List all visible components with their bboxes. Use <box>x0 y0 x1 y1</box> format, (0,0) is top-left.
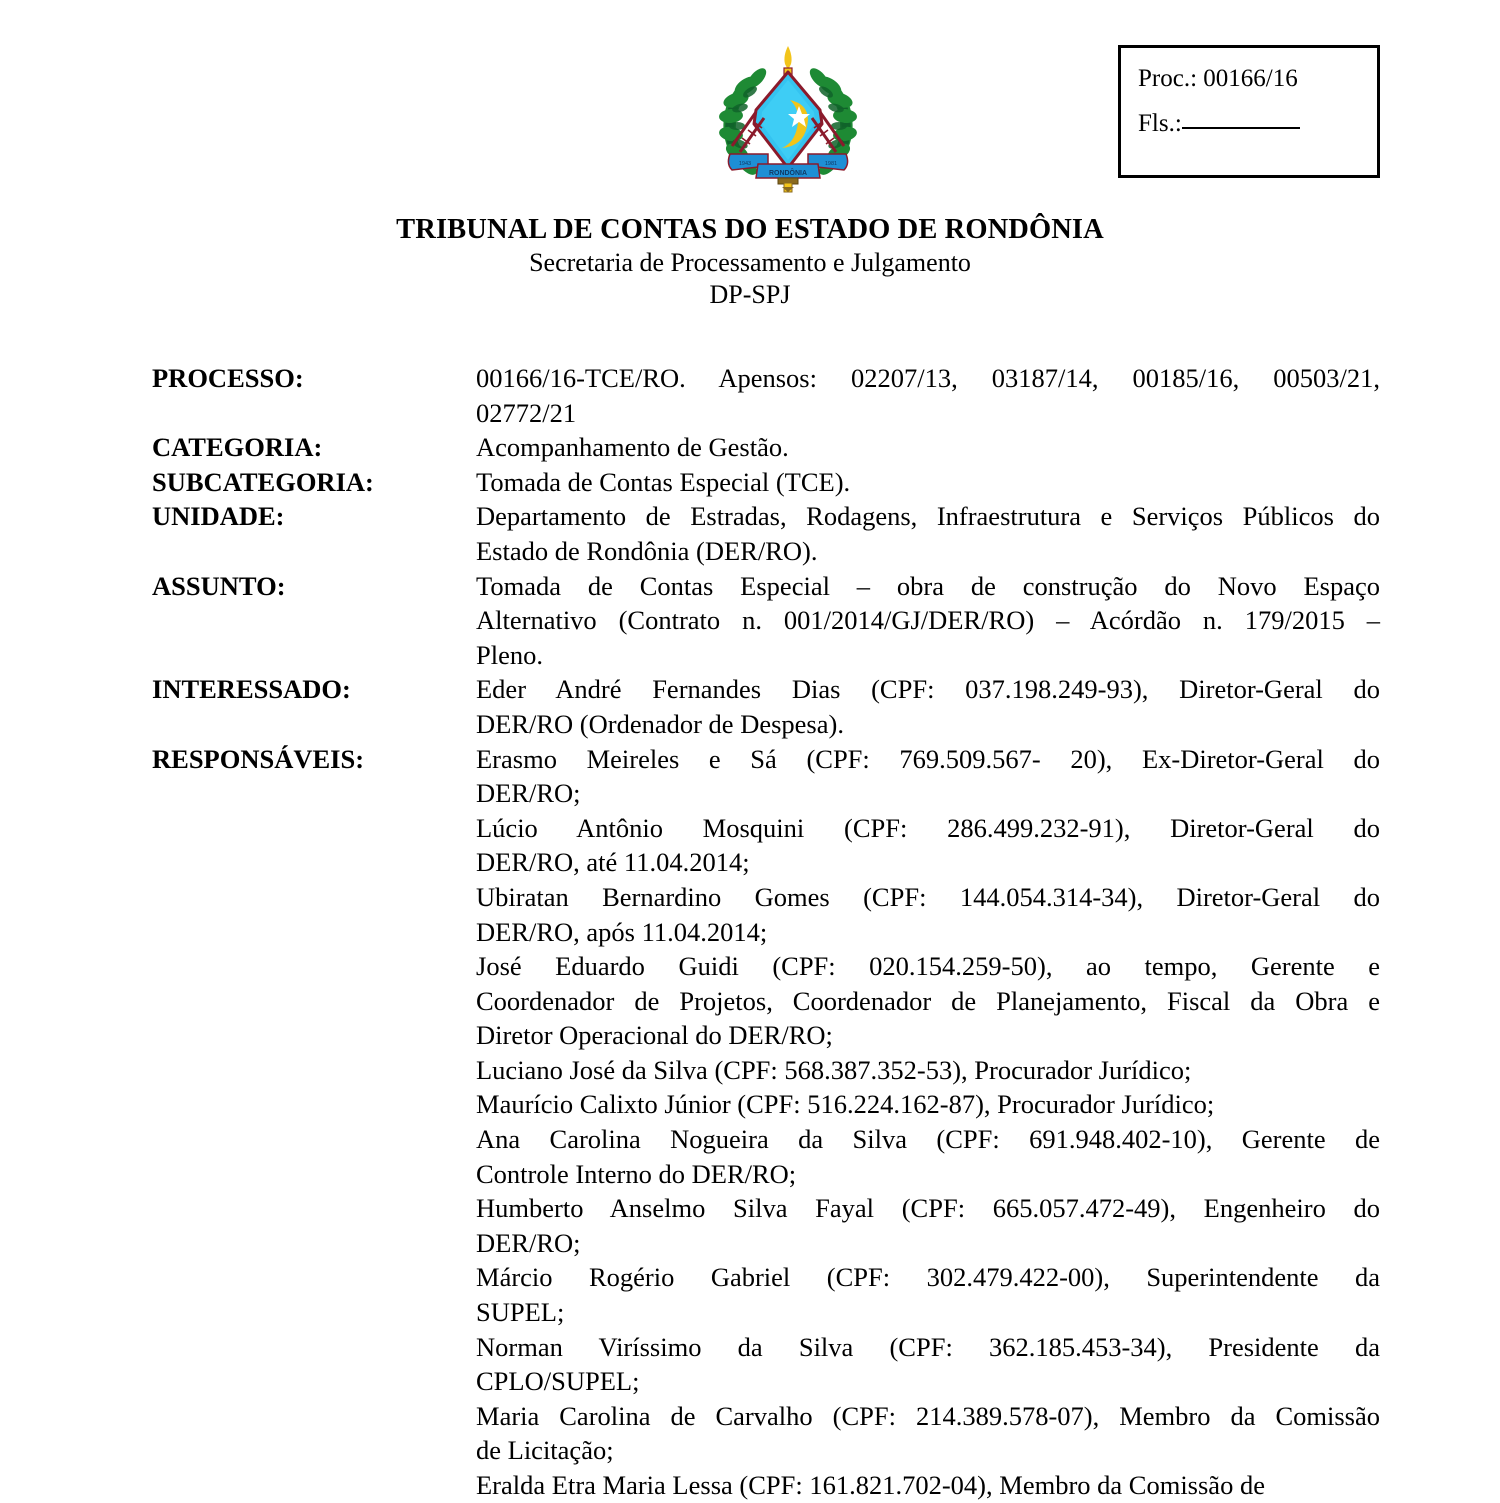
text-line: Humberto Anselmo Silva Fayal (CPF: 665.057.472-49), Engenheiro do <box>476 1193 1380 1224</box>
svg-text:1981: 1981 <box>824 161 838 167</box>
text-line: de Licitação; <box>476 1435 614 1466</box>
field-row-unidade <box>152 499 1380 568</box>
responsavel-entry <box>476 1399 1380 1468</box>
field-value-interessado <box>476 672 1380 741</box>
text-line: Ana Carolina Nogueira da Silva (CPF: 691.948.402-10), Gerente de <box>476 1124 1380 1155</box>
responsavel-entry <box>476 1468 1380 1503</box>
institution-title: TRIBUNAL DE CONTAS DO ESTADO DE RONDÔNIA <box>396 214 1104 245</box>
responsavel-entry <box>476 1330 1380 1399</box>
field-value-responsaveis <box>476 742 1380 1503</box>
responsavel-entry <box>476 1087 1380 1122</box>
process-number-label: Proc.: 00166/16 <box>1138 65 1298 92</box>
field-label-interessado: INTERESSADO: <box>152 674 351 705</box>
field-row-interessado <box>152 672 1380 741</box>
text-line: Acompanhamento de Gestão. <box>476 432 789 463</box>
institution-subtitle: Secretaria de Processamento e Julgamento <box>529 248 971 278</box>
text-line: Luciano José da Silva (CPF: 568.387.352-53), Procurador Jurídico; <box>476 1054 1192 1085</box>
text-line: Diretor Operacional do DER/RO; <box>476 1020 833 1051</box>
responsavel-entry <box>476 1122 1380 1191</box>
text-line: CPLO/SUPEL; <box>476 1366 640 1397</box>
field-label-unidade: UNIDADE: <box>152 501 285 532</box>
field-row-categoria <box>152 430 1380 465</box>
text-line: Departamento de Estradas, Rodagens, Infraestrutura e Serviços Públicos do <box>476 501 1380 532</box>
responsavel-entry <box>476 811 1380 880</box>
responsavel-entry <box>476 880 1380 949</box>
responsavel-entry <box>476 742 1380 811</box>
text-line: 00166/16-TCE/RO. Apensos: 02207/13, 03187/14, 00185/16, 00503/21, <box>476 363 1380 393</box>
document-header <box>0 213 1500 312</box>
field-value-subcategoria <box>476 465 1380 500</box>
responsavel-entry <box>476 1053 1380 1088</box>
text-line: Tomada de Contas Especial (TCE). <box>476 466 851 497</box>
field-label-categoria: CATEGORIA: <box>152 432 323 463</box>
field-label-subcategoria: SUBCATEGORIA: <box>152 466 374 497</box>
field-value-categoria <box>476 430 1380 465</box>
text-line: Maurício Calixto Júnior (CPF: 516.224.162-87), Procurador Jurídico; <box>476 1089 1215 1120</box>
field-value-processo <box>476 361 1380 430</box>
text-line: Norman Viríssimo da Silva (CPF: 362.185.453-34), Presidente da <box>476 1331 1380 1362</box>
text-line: Coordenador de Projetos, Coordenador de Planejamento, Fiscal da Obra e <box>476 985 1380 1016</box>
text-line: DER/RO (Ordenador de Despesa). <box>476 708 844 739</box>
field-label-responsaveis: RESPONSÁVEIS: <box>152 743 365 774</box>
field-label-processo: PROCESSO: <box>152 363 304 393</box>
process-stamp-box <box>1118 45 1380 178</box>
svg-text:1943: 1943 <box>738 161 752 167</box>
text-line: Erasmo Meireles e Sá (CPF: 769.509.567- 20), Ex-Diretor-Geral do <box>476 743 1380 774</box>
text-line: Lúcio Antônio Mosquini (CPF: 286.499.232-91), Diretor-Geral do <box>476 812 1380 843</box>
text-line: Eralda Etra Maria Lessa (CPF: 161.821.702-04), Membro da Comissão de <box>476 1470 1265 1500</box>
responsavel-entry <box>476 1260 1380 1329</box>
text-line: DER/RO, até 11.04.2014; <box>476 847 750 878</box>
text-line: Alternativo (Contrato n. 001/2014/GJ/DER/RO) – Acórdão n. 179/2015 – <box>476 605 1380 636</box>
field-row-responsaveis <box>152 742 1380 1503</box>
field-value-assunto <box>476 569 1380 673</box>
text-line: Márcio Rogério Gabriel (CPF: 302.479.422-00), Superintendente da <box>476 1262 1380 1293</box>
text-line: Maria Carolina de Carvalho (CPF: 214.389.578-07), Membro da Comissão <box>476 1400 1380 1431</box>
text-line: José Eduardo Guidi (CPF: 020.154.259-50), ao tempo, Gerente e <box>476 951 1380 982</box>
field-value-unidade <box>476 499 1380 568</box>
svg-text:RONDÔNIA: RONDÔNIA <box>768 170 808 177</box>
text-line: DER/RO; <box>476 778 581 809</box>
text-line: 02772/21 <box>476 397 577 428</box>
text-line: Tomada de Contas Especial – obra de construção do Novo Espaço <box>476 570 1380 601</box>
text-line: DER/RO; <box>476 1227 581 1258</box>
responsavel-entry <box>476 1191 1380 1260</box>
folio-label: Fls.: <box>1138 110 1182 137</box>
text-line: Ubiratan Bernardino Gomes (CPF: 144.054.314-34), Diretor-Geral do <box>476 881 1380 912</box>
text-line: Estado de Rondônia (DER/RO). <box>476 535 818 566</box>
text-line: SUPEL; <box>476 1297 565 1328</box>
document-field-list <box>152 361 1380 1503</box>
coat-of-arms-icon <box>712 42 864 198</box>
field-row-assunto <box>152 569 1380 673</box>
responsavel-entry <box>476 949 1380 1053</box>
folio-blank-rule <box>1182 127 1300 129</box>
institution-department-code: DP-SPJ <box>709 280 791 310</box>
text-line: DER/RO, após 11.04.2014; <box>476 916 768 947</box>
field-row-subcategoria <box>152 465 1380 500</box>
text-line: Controle Interno do DER/RO; <box>476 1158 797 1189</box>
field-label-assunto: ASSUNTO: <box>152 570 286 601</box>
folio-field <box>1138 110 1300 138</box>
text-line: Pleno. <box>476 639 543 670</box>
text-line: Eder André Fernandes Dias (CPF: 037.198.249-93), Diretor-Geral do <box>476 674 1380 705</box>
field-row-processo <box>152 361 1380 430</box>
